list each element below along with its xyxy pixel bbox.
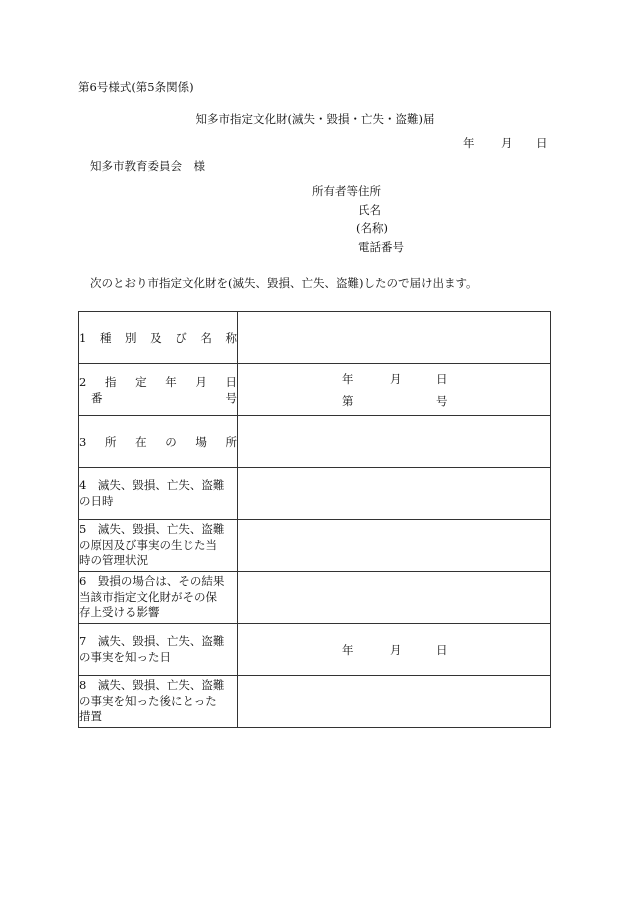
row-label: 3 所 在 の 場 所 — [79, 416, 238, 468]
form-number: 第6号様式(第5条関係) — [78, 80, 194, 94]
table-row — [79, 468, 551, 520]
number-go-label: 号 — [436, 393, 448, 408]
document-title: 知多市指定文化財(滅失・毀損・亡失・盗難)届 — [195, 112, 435, 126]
owner-phone-label: 電話番号 — [358, 240, 404, 254]
row-label: 5 滅失、毀損、亡失、盗難 の原因及び事実の生じた当 時の管理状況 — [79, 520, 238, 572]
report-table — [78, 311, 551, 728]
row-label: 4 滅失、毀損、亡失、盗難 の日時 — [79, 468, 238, 520]
date-known-field[interactable] — [238, 624, 551, 676]
known-year-label: 年 — [342, 642, 354, 657]
table-row — [79, 416, 551, 468]
location-field[interactable] — [238, 416, 551, 468]
row-label: 6 毀損の場合は、その結果 当該市指定文化財がその保 存上受ける影響 — [79, 572, 238, 624]
damage-impact-field[interactable] — [238, 572, 551, 624]
table-row — [79, 624, 551, 676]
owner-name-label: 氏名 — [358, 203, 381, 217]
incident-datetime-field[interactable] — [238, 468, 551, 520]
table-row — [79, 676, 551, 728]
table-row — [79, 312, 551, 364]
designation-month-label: 月 — [390, 371, 402, 386]
table-row — [79, 572, 551, 624]
row-label: 2 指 定 年 月 日 番 号 — [79, 364, 238, 416]
measures-taken-field[interactable] — [238, 676, 551, 728]
row-label: 8 滅失、毀損、亡失、盗難 の事実を知った後にとった 措置 — [79, 676, 238, 728]
row-label: 7 滅失、毀損、亡失、盗難 の事実を知った日 — [79, 624, 238, 676]
date-month-label: 月 — [501, 136, 513, 150]
designation-date-number-field[interactable] — [238, 364, 551, 416]
owner-address-label: 所有者等住所 — [312, 184, 381, 198]
row-label: 1 種 別 及 び 名 称 — [79, 312, 238, 364]
statement: 次のとおり市指定文化財を(滅失、毀損、亡失、盗難)したので届け出ます。 — [90, 276, 478, 290]
number-dai-label: 第 — [342, 393, 354, 408]
designation-day-label: 日 — [436, 371, 448, 386]
table-row — [79, 364, 551, 416]
designation-year-label: 年 — [342, 371, 354, 386]
owner-entity-label: (名称) — [356, 221, 388, 235]
known-month-label: 月 — [390, 642, 402, 657]
type-and-name-field[interactable] — [238, 312, 551, 364]
date-day-label: 日 — [536, 136, 548, 150]
cause-and-management-field[interactable] — [238, 520, 551, 572]
date-year-label: 年 — [463, 136, 475, 150]
known-day-label: 日 — [436, 642, 448, 657]
table-row — [79, 520, 551, 572]
addressee: 知多市教育委員会 様 — [90, 159, 205, 173]
